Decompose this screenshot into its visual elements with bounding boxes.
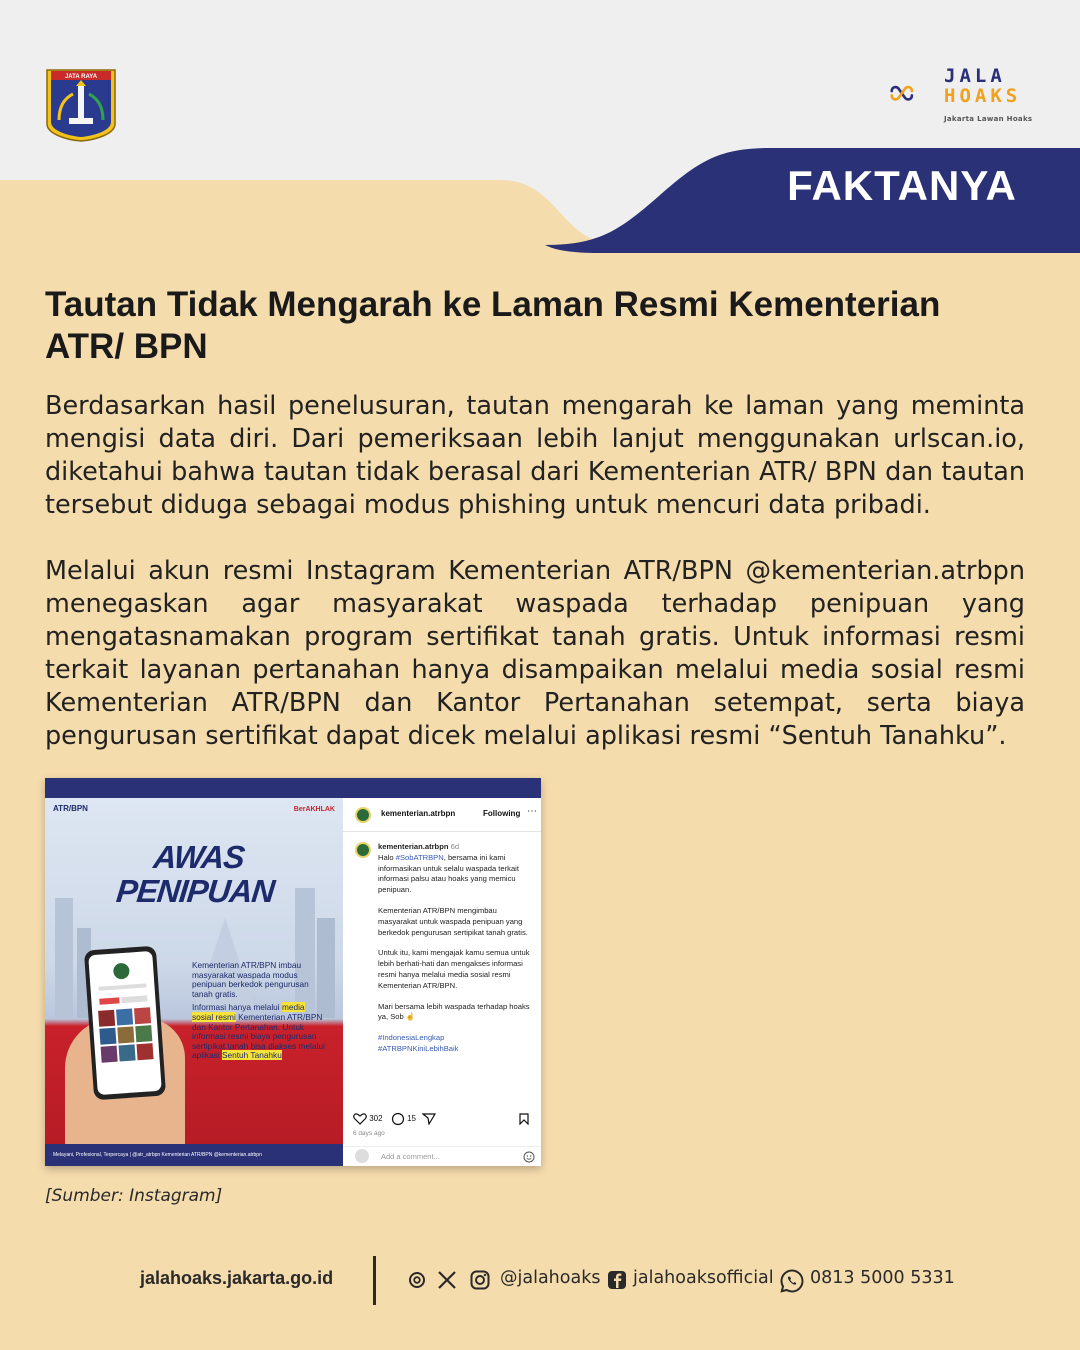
poster-body-text	[192, 961, 326, 1061]
poster-footer: Melayani, Profesional, Terpercaya | @atr_atrbpn Kementerian ATR/BPN @kementerian.atrbpn	[45, 1144, 343, 1166]
poster-title-line2: PENIPUAN	[114, 873, 276, 909]
ig-caption-p2: Kementerian ATR/BPN mengimbau masyarakat untuk waspada penipuan yang berkedok pengurusan sertipikat tanah gratis.	[378, 905, 528, 937]
poster-title-line1: AWAS	[151, 839, 246, 875]
poster-image	[45, 798, 343, 1166]
ig-comment-placeholder[interactable]: Add a comment...	[381, 1152, 440, 1161]
headline: Tautan Tidak Mengarah ke Laman Resmi Kementerian ATR/ BPN	[45, 285, 941, 366]
heart-icon[interactable]	[353, 1113, 367, 1125]
x-twitter-icon[interactable]	[436, 1269, 458, 1291]
footer-website[interactable]: jalahoaks.jakarta.go.id	[140, 1268, 334, 1288]
ig-post-time: 6 days ago	[353, 1130, 385, 1137]
header-band	[0, 0, 1080, 260]
screenshot-topbar	[45, 778, 541, 798]
ig-action-bar	[353, 1112, 533, 1126]
ig-caption-username[interactable]: kementerian.atrbpn	[378, 842, 449, 851]
facebook-icon[interactable]	[606, 1269, 628, 1291]
ig-caption: kementerian.atrbpn 6d Halo #SobATRBPN, bersama ini kami informasikan untuk selalu waspada terkait informasi palsu atau hoaks yang memicu penipuan. Kementerian ATR/BPN mengimbau masyarakat untuk waspada penipuan yang berkedok pengurusan sertipikat tanah gratis. Untuk itu, kami mengajak kamu semua untuk lebih berhati-hati dan mengakses informasi resmi hanya melalui media sosial resmi Kementerian ATR/BPN. Mari bersama lebih waspada terhadap hoaks ya, Sob ☝ #IndonesiaLengkap #ATRBPNKiniLebihBaik	[378, 842, 534, 1102]
footer-handle[interactable]: @jalahoaks	[500, 1268, 601, 1288]
faktanya-banner: FAKTANYA	[787, 162, 1017, 209]
poster-text-2: Informasi hanya melalui media sosial resmi Kementerian ATR/BPN dan Kantor Pertanahan. Untuk informasi resmi biaya pengurusan sertipikat tanah bisa diakses melalui aplikasi Sentuh Tanahku	[192, 1002, 325, 1061]
whatsapp-icon[interactable]	[779, 1268, 805, 1294]
ig-commenter-avatar	[355, 1149, 369, 1163]
brand-line2: HOAKS	[944, 85, 1022, 107]
ig-caption-p3: Untuk itu, kami mengajak kamu semua untuk lebih berhati-hati dan mengakses informasi resmi hanya melalui media sosial resmi Kementerian ATR/BPN.	[378, 948, 530, 990]
brand-line1: JALA	[944, 65, 1006, 87]
phone-illustration	[84, 946, 166, 1101]
comment-icon[interactable]	[391, 1112, 405, 1126]
threads-icon[interactable]	[406, 1269, 428, 1291]
jala-hoaks-logo-icon	[888, 66, 944, 122]
ig-hashtag-1[interactable]: #IndonesiaLengkap	[378, 1033, 445, 1043]
instagram-post-panel	[343, 798, 541, 1166]
emblem-label: JATA RAYA	[64, 74, 98, 80]
footer-divider	[373, 1256, 376, 1305]
ig-caption-avatar[interactable]	[355, 842, 371, 858]
ig-following-button[interactable]: Following	[483, 809, 521, 818]
emoji-icon[interactable]	[523, 1151, 535, 1163]
ig-caption-age: 6d	[450, 842, 460, 851]
poster-brand-right: BerAKHLAK	[293, 806, 335, 813]
ig-caption-p4: Mari bersama lebih waspada terhadap hoaks ya, Sob ☝	[378, 1001, 530, 1022]
poster-text-1: Kementerian ATR/BPN imbau masyarakat waspada modus penipuan berkedok pengurusan tanah gratis.	[192, 960, 309, 999]
footer-facebook[interactable]: jalahoaksofficial	[633, 1268, 774, 1288]
phone-screen-content	[88, 951, 162, 1095]
more-options-icon[interactable]: ⋯	[527, 806, 537, 817]
footer-whatsapp[interactable]: 0813 5000 5331	[810, 1268, 955, 1288]
ig-like-count: 302	[369, 1114, 383, 1124]
paragraph-1: Berdasarkan hasil penelusuran, tautan mengarah ke laman yang meminta mengisi data diri. Dari pemeriksaan lebih lanjut menggunakan urlscan.io, diketahui bahwa tautan tidak berasal dari Kementerian ATR/ BPN dan tautan tersebut diduga sebagai modus phishing untuk mencuri data pribadi.	[45, 391, 1025, 520]
share-icon[interactable]	[422, 1113, 436, 1125]
instagram-screenshot	[45, 778, 541, 1166]
paragraph-2: Melalui akun resmi Instagram Kementerian ATR/BPN @kementerian.atrbpn menegaskan agar masyarakat waspada terhadap penipuan yang mengatasnamakan program sertifikat tanah gratis. Untuk informasi resmi terkait layanan pertanahan hanya disampaikan melalui media sosial resmi Kementerian ATR/BPN dan Kantor Pertanahan setempat, serta biaya pengurusan sertifikat dapat dicek melalui aplikasi resmi “Sentuh Tanahku”.	[45, 556, 1025, 751]
jala-hoaks-wordmark	[944, 66, 1032, 129]
ig-hashtag-link[interactable]: #SobATRBPN	[395, 852, 444, 862]
bookmark-icon[interactable]	[519, 1113, 529, 1125]
ig-hashtag-2[interactable]: #ATRBPNKiniLebihBaik	[378, 1043, 459, 1053]
instagram-icon[interactable]	[469, 1269, 491, 1291]
ig-comment-box[interactable]	[343, 1146, 541, 1166]
poster-brand: ATR/BPN	[53, 804, 88, 813]
brand-tagline: Jakarta Lawan Hoaks	[944, 115, 1033, 123]
ig-post-header	[343, 798, 541, 832]
ig-username[interactable]: kementerian.atrbpn	[381, 809, 456, 818]
ig-avatar[interactable]	[355, 807, 371, 823]
ig-comment-count: 15	[407, 1114, 416, 1124]
poster-title	[103, 840, 290, 908]
jakarta-emblem-logo	[45, 68, 117, 142]
source-caption: [Sumber: Instagram]	[45, 1186, 223, 1206]
